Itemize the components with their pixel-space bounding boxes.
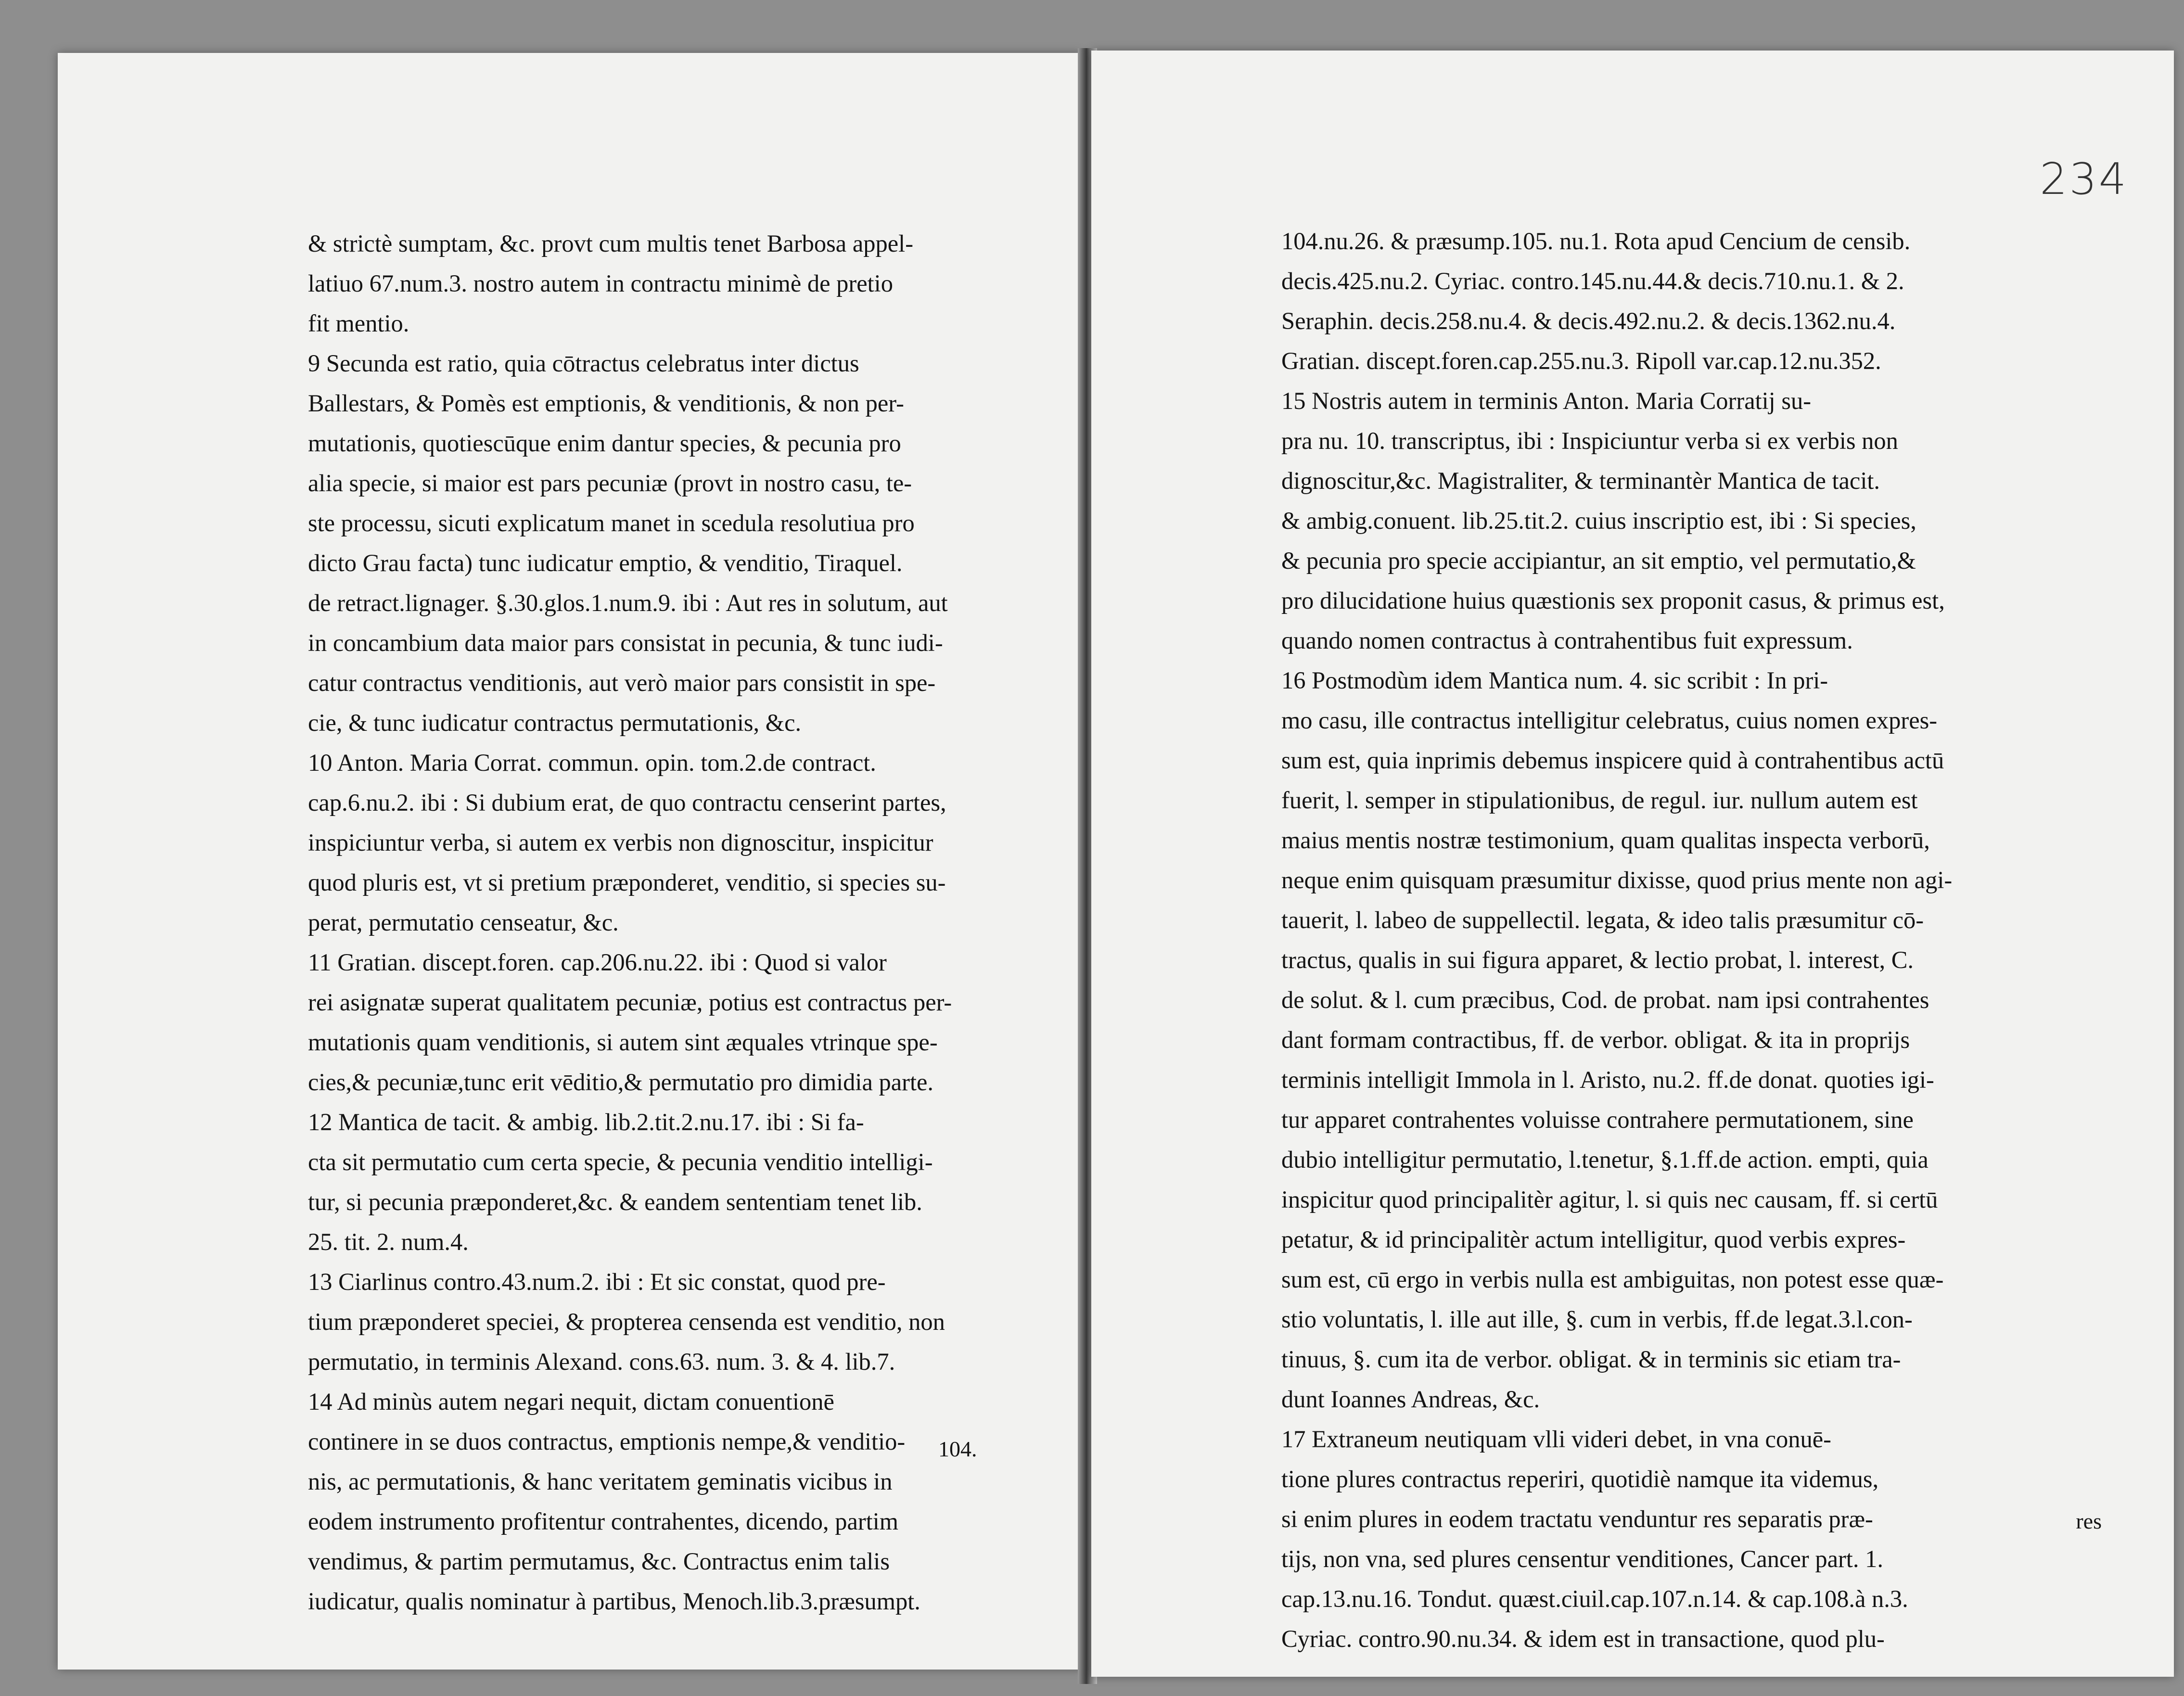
catchword: res [2076, 1509, 2102, 1533]
text-line: catur contractus venditionis, aut verò maior pars consistit in spe- [308, 669, 936, 696]
text-line: quando nomen contractus à contrahentibus fuit expressum. [1281, 627, 1853, 654]
text-line: rei asignatæ superat qualitatem pecuniæ, potius est contractus per- [308, 989, 952, 1016]
text-line: fuerit, l. semper in stipulationibus, de regul. iur. nullum autem est [1281, 787, 1918, 814]
text-line: tractus, qualis in sui figura apparet, & lectio probat, l. interest, C. [1281, 946, 1914, 973]
text-line: de retract.lignager. §.30.glos.1.num.9. ibi : Aut res in solutum, aut [308, 589, 948, 616]
text-line: pro dilucidatione huius quæstionis sex proponit casus, & primus est, [1281, 587, 1945, 614]
right-page [1091, 51, 2174, 1677]
text-line: Ballestars, & Pomès est emptionis, & venditionis, & non per- [308, 390, 904, 417]
right-page-text [1281, 221, 2042, 1659]
text-line: & pecunia pro specie accipiantur, an sit emptio, vel permutatio,& [1281, 547, 1916, 574]
text-line: Gratian. discept.foren.cap.255.nu.3. Ripoll var.cap.12.nu.352. [1281, 347, 1881, 374]
text-line: dant formam contractibus, ff. de verbor. obligat. & ita in proprijs [1281, 1026, 1910, 1053]
text-line: 13 Ciarlinus contro.43.num.2. ibi : Et sic constat, quod pre- [308, 1268, 886, 1295]
text-line: cap.6.nu.2. ibi : Si dubium erat, de quo contractu censerint partes, [308, 789, 946, 816]
text-line: permutatio, in terminis Alexand. cons.63. num. 3. & 4. lib.7. [308, 1348, 895, 1375]
text-line: continere in se duos contractus, emptionis nempe,& venditio- [308, 1428, 906, 1455]
text-line: dicto Grau facta) tunc iudicatur emptio, & venditio, Tiraquel. [308, 549, 903, 576]
text-line: 10 Anton. Maria Corrat. commun. opin. tom.2.de contract. [308, 749, 876, 776]
page-number: 104. [938, 1437, 977, 1461]
text-line: Cyriac. contro.90.nu.34. & idem est in transactione, quod plu- [1281, 1625, 1885, 1652]
text-line: 16 Postmodùm idem Mantica num. 4. sic scribit : In pri- [1281, 667, 1828, 694]
text-line: tur apparet contrahentes voluisse contrahere permutationem, sine [1281, 1106, 1914, 1133]
text-line: 17 Extraneum neutiquam vlli videri debet, in vna conuē- [1281, 1426, 1831, 1453]
text-line: tur, si pecunia præponderet,&c. & eandem sententiam tenet lib. [308, 1188, 922, 1215]
text-line: pra nu. 10. transcriptus, ibi : Inspiciuntur verba si ex verbis non [1281, 427, 1898, 454]
text-line: tinuus, §. cum ita de verbor. obligat. & in terminis sic etiam tra- [1281, 1346, 1901, 1373]
text-line: cie, & tunc iudicatur contractus permutationis, &c. [308, 709, 802, 736]
text-line: cta sit permutatio cum certa specie, & pecunia venditio intelligi- [308, 1148, 933, 1175]
text-line: Seraphin. decis.258.nu.4. & decis.492.nu.2. & decis.1362.nu.4. [1281, 307, 1896, 334]
text-line: alia specie, si maior est pars pecuniæ (provt in nostro casu, te- [308, 470, 912, 497]
text-line: perat, permutatio censeatur, &c. [308, 909, 619, 936]
text-line: inspiciuntur verba, si autem ex verbis non dignoscitur, inspicitur [308, 829, 933, 856]
text-line: 104.nu.26. & præsump.105. nu.1. Rota apud Cencium de censib. [1281, 228, 1911, 255]
text-line: inspicitur quod principalitèr agitur, l. si quis nec causam, ff. si certū [1281, 1186, 1938, 1213]
text-line: 25. tit. 2. num.4. [308, 1228, 469, 1255]
text-line: dignoscitur,&c. Magistraliter, & terminantèr Mantica de tacit. [1281, 467, 1880, 494]
text-line: latiuo 67.num.3. nostro autem in contractu minimè de pretio [308, 270, 893, 297]
text-line: 15 Nostris autem in terminis Anton. Maria Corratij su- [1281, 387, 1812, 414]
text-line: tauerit, l. labeo de suppellectil. legata, & ideo talis præsumitur cō- [1281, 906, 1924, 933]
text-line: dubio intelligitur permutatio, l.tenetur, §.1.ff.de action. empti, quia [1281, 1146, 1929, 1173]
handwritten-folio-number: 234 [2040, 154, 2128, 204]
text-line: sum est, cū ergo in verbis nulla est ambiguitas, non potest esse quæ- [1281, 1266, 1944, 1293]
text-line: 12 Mantica de tacit. & ambig. lib.2.tit.2.nu.17. ibi : Si fa- [308, 1109, 864, 1135]
text-line: 9 Secunda est ratio, quia cōtractus celebratus inter dictus [308, 350, 859, 377]
text-line: 14 Ad minùs autem negari nequit, dictam conuentionē [308, 1388, 834, 1415]
text-line: ste processu, sicuti explicatum manet in scedula resolutiua pro [308, 510, 915, 536]
text-line: cies,& pecuniæ,tunc erit vēditio,& permutatio pro dimidia parte. [308, 1069, 934, 1096]
text-line: maius mentis nostræ testimonium, quam qualitas inspecta verborū, [1281, 827, 1930, 854]
text-line: iudicatur, qualis nominatur à partibus, Menoch.lib.3.præsumpt. [308, 1588, 920, 1615]
text-line: cap.13.nu.16. Tondut. quæst.ciuil.cap.107.n.14. & cap.108.à n.3. [1281, 1585, 1908, 1612]
text-line: eodem instrumento profitentur contrahentes, dicendo, partim [308, 1508, 899, 1535]
text-line: mutationis quam venditionis, si autem sint æquales vtrinque spe- [308, 1029, 938, 1056]
text-line: neque enim quisquam præsumitur dixisse, quod prius mente non agi- [1281, 867, 1953, 893]
text-line: petatur, & id principalitèr actum intelligitur, quod verbis expres- [1281, 1226, 1906, 1253]
text-line: terminis intelligit Immola in l. Aristo, nu.2. ff.de donat. quoties igi- [1281, 1066, 1934, 1093]
text-line: si enim plures in eodem tractatu venduntur res separatis præ- [1281, 1505, 1873, 1532]
text-line: mo casu, ille contractus intelligitur celebratus, cuius nomen expres- [1281, 707, 1938, 734]
text-line: sum est, quia inprimis debemus inspicere quid à contrahentibus actū [1281, 747, 1944, 774]
text-line: dunt Ioannes Andreas, &c. [1281, 1386, 1540, 1413]
text-line: fit mentio. [308, 310, 409, 337]
text-line: decis.425.nu.2. Cyriac. contro.145.nu.44.& decis.710.nu.1. & 2. [1281, 268, 1904, 294]
text-line: stio voluntatis, l. ille aut ille, §. cum in verbis, ff.de legat.3.l.con- [1281, 1306, 1913, 1333]
text-line: tijs, non vna, sed plures censentur venditiones, Cancer part. 1. [1281, 1545, 1883, 1572]
text-line: tione plures contractus reperiri, quotidiè namque ita videmus, [1281, 1466, 1879, 1492]
text-line: nis, ac permutationis, & hanc veritatem geminatis vicibus in [308, 1468, 893, 1495]
text-line: tium præponderet speciei, & propterea censenda est venditio, non [308, 1308, 945, 1335]
text-line: & strictè sumptam, &c. provt cum multis tenet Barbosa appel- [308, 230, 914, 257]
text-line: in concambium data maior pars consistat in pecunia, & tunc iudi- [308, 629, 943, 656]
text-line: de solut. & l. cum præcibus, Cod. de probat. nam ipsi contrahentes [1281, 986, 1929, 1013]
text-line: & ambig.conuent. lib.25.tit.2. cuius inscriptio est, ibi : Si species, [1281, 507, 1916, 534]
left-page [58, 53, 1083, 1670]
left-page-text [308, 224, 1030, 1621]
text-line: vendimus, & partim permutamus, &c. Contractus enim talis [308, 1548, 890, 1575]
text-line: mutationis, quotiescūque enim dantur species, & pecunia pro [308, 430, 901, 457]
text-line: quod pluris est, vt si pretium præponderet, venditio, si species su- [308, 869, 946, 896]
text-line: 11 Gratian. discept.foren. cap.206.nu.22. ibi : Quod si valor [308, 949, 887, 976]
